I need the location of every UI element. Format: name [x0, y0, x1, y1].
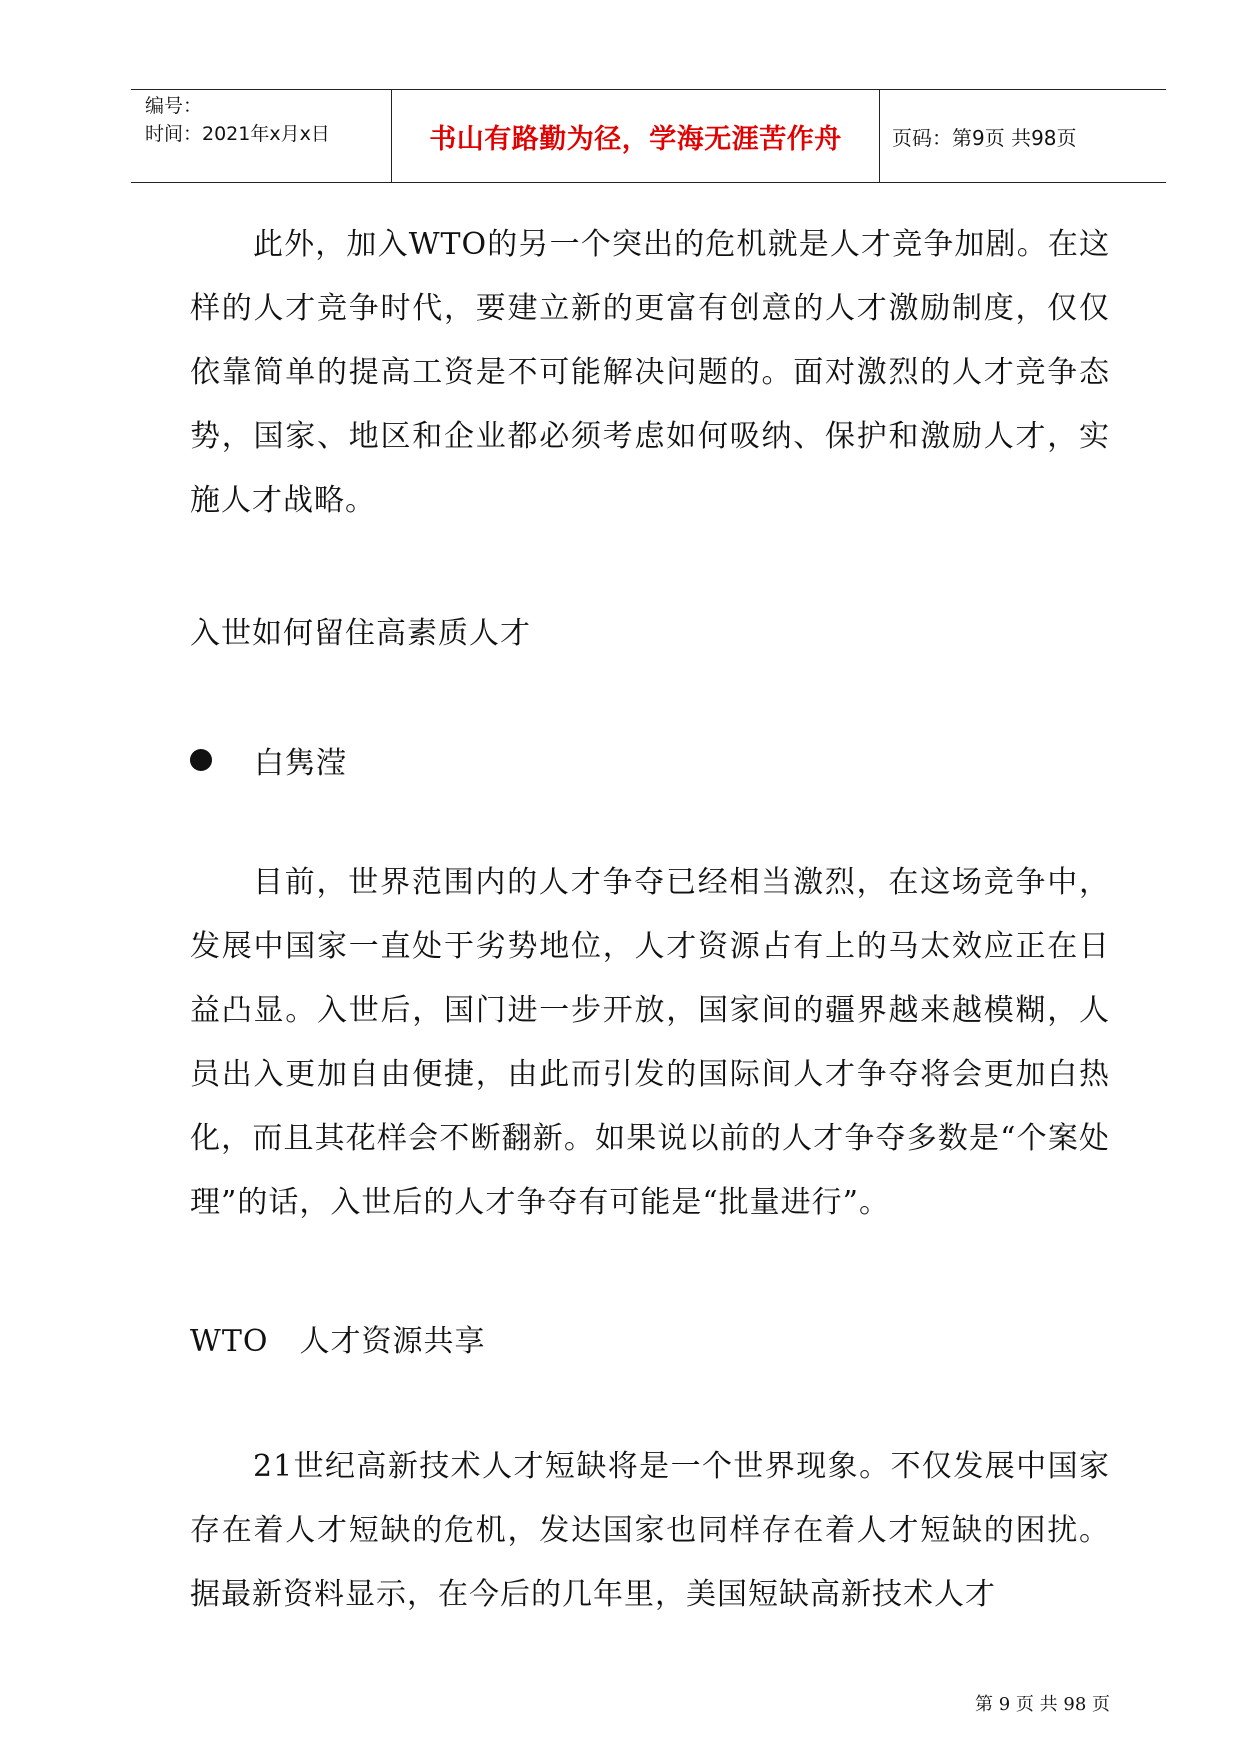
author-name: 白隽滢 [254, 746, 347, 781]
page-footer: 第 9 页 共 98 页 [975, 1694, 1110, 1715]
author-line [190, 738, 347, 782]
document-number-label: 编号： [145, 95, 203, 117]
section-heading-2: WTO 人才资源共享 [190, 1324, 486, 1359]
header-motto-cell [391, 90, 880, 182]
paragraph-1: 此外，加入WTO的另一个突出的危机就是人才竞争加剧。在这样的人才竞争时代，要建立新的更富有创意的人才激励制度，仅仅依靠简单的提高工资是不可能解决问题的。面对激烈的人才竞争态势，国家、地区和企业都必须考虑如何吸纳、保护和激励人才，实施人才战略。 [190, 227, 1110, 518]
header-meta-cell [131, 90, 391, 182]
paragraph-3-block [190, 1435, 1110, 1627]
paragraph-1-block [190, 213, 1110, 533]
bullet-icon [190, 749, 212, 771]
section-heading-1: 入世如何留住高素质人才 [190, 616, 531, 651]
header-page-cell [880, 90, 1166, 182]
document-time-label: 时间：2021年x月x日 [145, 123, 330, 145]
paragraph-3: 21世纪高新技术人才短缺将是一个世界现象。不仅发展中国家存在着人才短缺的危机，发达国家也同样存在着人才短缺的困扰。据最新资料显示，在今后的几年里，美国短缺高新技术人才 [190, 1449, 1110, 1612]
header-motto: 书山有路勤为径，学海无涯苦作舟 [429, 123, 842, 155]
header-page-info: 页码：第9页 共98页 [892, 125, 1077, 150]
paragraph-2: 目前，世界范围内的人才争夺已经相当激烈，在这场竞争中，发展中国家一直处于劣势地位，人才资源占有上的马太效应正在日益凸显。入世后，国门进一步开放，国家间的疆界越来越模糊，人员出入更加自由便捷，由此而引发的国际间人才争夺将会更加白热化，而且其花样会不断翻新。如果说以前的人才争夺多数是“个案处理”的话，入世后的人才争夺有可能是“批量进行”。 [190, 865, 1110, 1220]
document-header [131, 89, 1166, 183]
paragraph-2-block [190, 851, 1110, 1235]
